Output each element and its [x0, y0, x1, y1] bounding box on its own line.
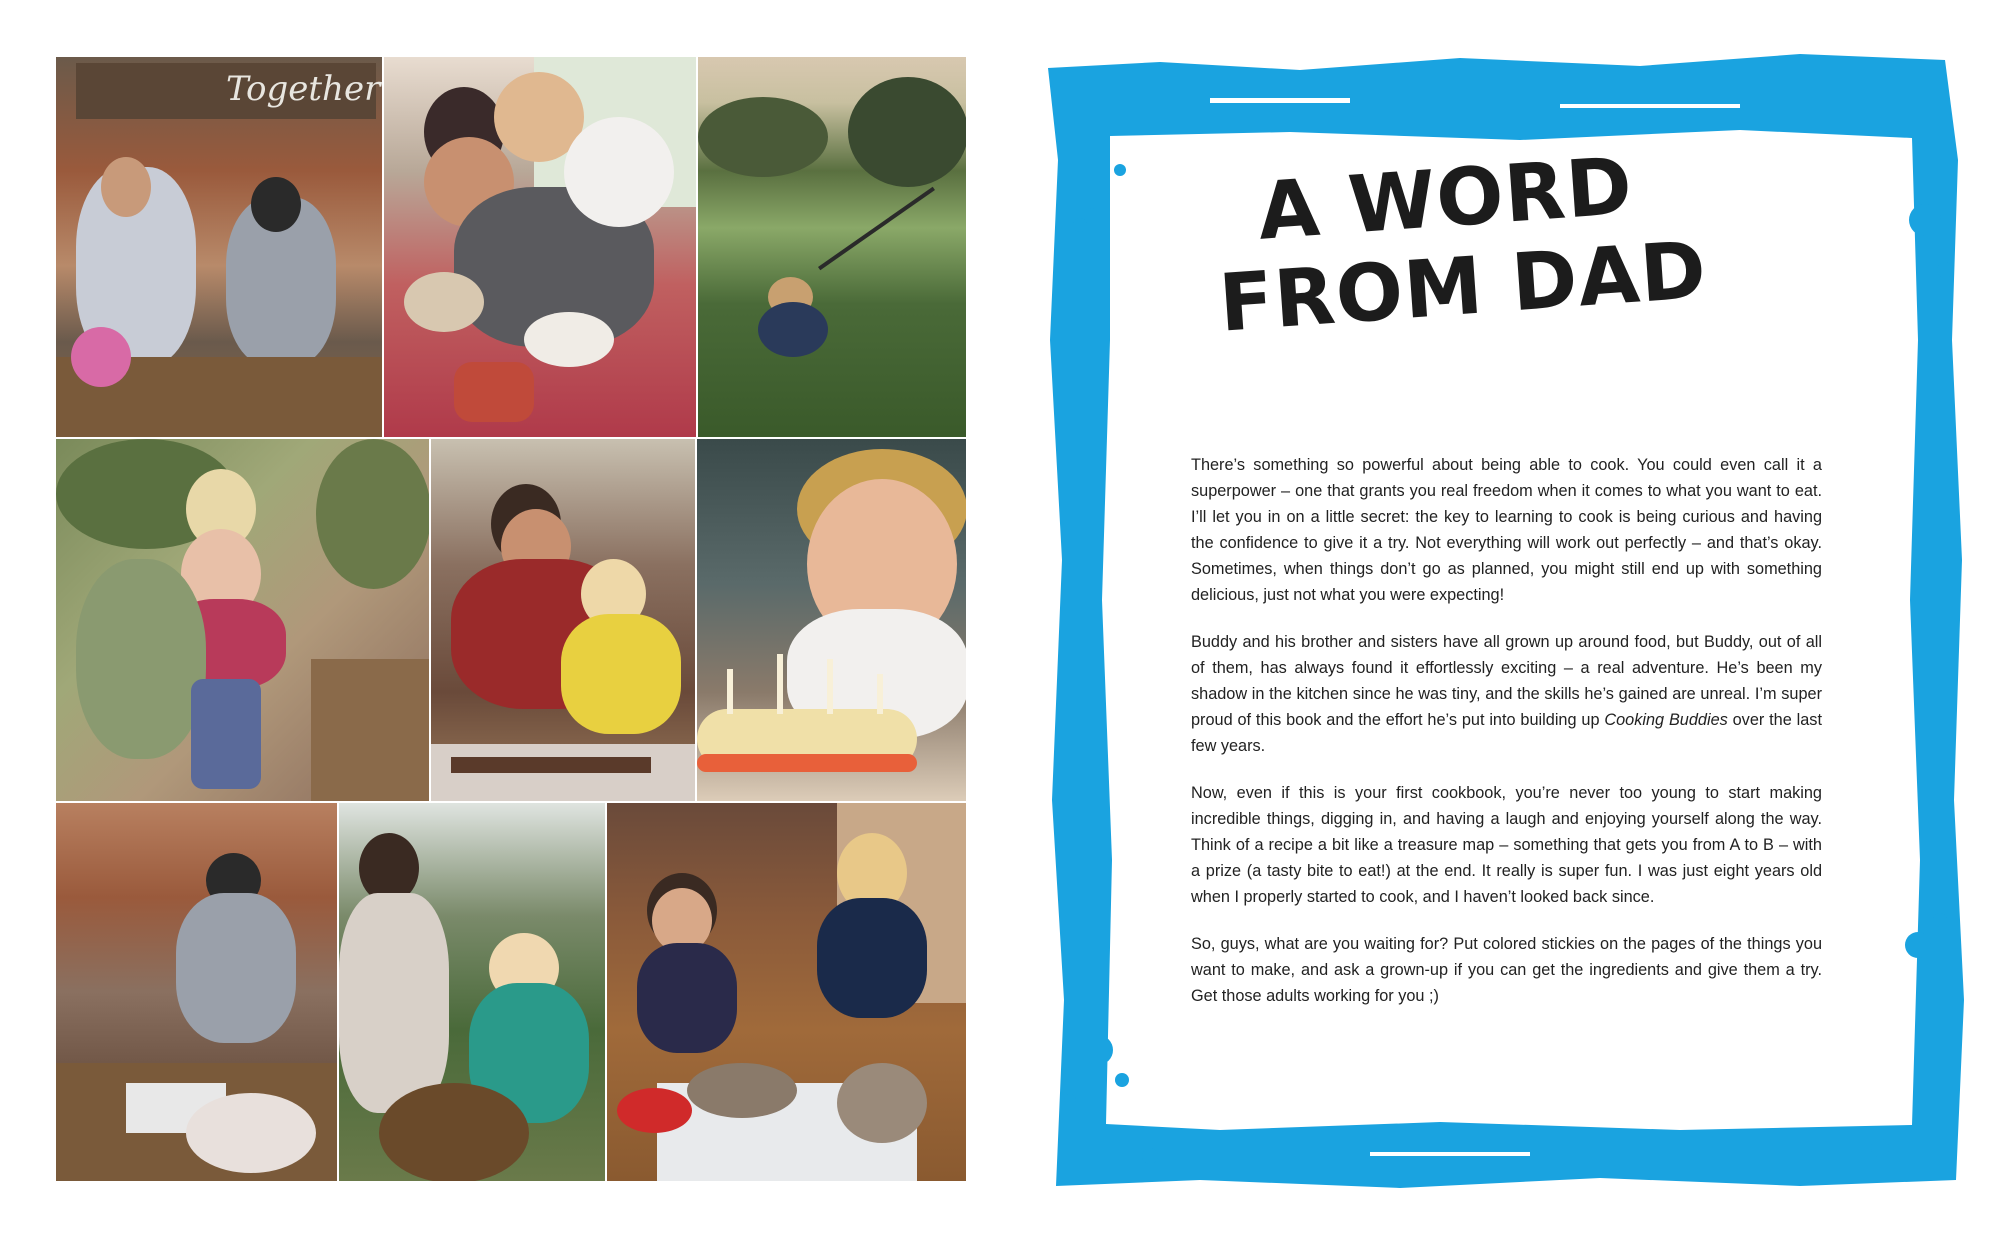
- photo-girl-with-rhubarb: [56, 439, 431, 803]
- photo-father-son-garden: [339, 803, 607, 1183]
- paragraph-2: [1191, 629, 1822, 759]
- photo-boy-cooking: [56, 803, 339, 1183]
- paragraph-4: So, guys, what are you waiting for? Put colored stickies on the pages of the things you want to make, and ask a grown-up if you can get the ingredients and give them a try. Get those adults working for you ;): [1191, 935, 1822, 1005]
- photo-collage: [56, 57, 968, 1183]
- photo-boy-birthday-cake: [697, 439, 968, 803]
- paragraph-3: Now, even if this is your first cookbook, you’re never too young to start making incredible things, digging in, and having a laugh and enjoying yourself along the way. Think of a recipe a bit like a treasure map – something that gets you from A to B – with a prize (a tasty bite to eat!) at the end. It really is super fun. I was just eight years old when I properly started to cook, and I haven’t looked back since.: [1191, 784, 1822, 906]
- photo-father-son-baking: [431, 439, 697, 803]
- book-title-emphasis: Cooking Buddies: [1604, 711, 1728, 729]
- sign-lettering: Together: [226, 69, 381, 109]
- photo-kids-with-fish: [607, 803, 968, 1183]
- paragraph-2-start: Buddy and his brother and sisters have all grown up around food, but Buddy, out of all of them, has always found it effortlessly exciting – a real adventure. He’s been my shadow in the kitchen since he was tiny, and the skills he’s gained are unreal. I’m super proud of this book and the effort he’s put into building up: [1191, 633, 1822, 729]
- photo-boy-in-field: [698, 57, 968, 439]
- photo-kitchen-father-son: [56, 57, 384, 439]
- page-title: [1216, 131, 1796, 350]
- paragraph-1: There’s something so powerful about being able to cook. You could even call it a superpower – one that grants you real freedom when it comes to what you want to eat. I’ll let you in on a little secret: the key to learning to cook is being curious and having the confidence to give it a try. Not everything will work out perfectly – and that’s okay. Sometimes, when things don’t go as planned, you might still end up with something delicious, just not what you were expecting!: [1191, 456, 1822, 604]
- photo-father-daughter-waffles: [384, 57, 698, 439]
- title-line-2: FROM DAD: [1216, 224, 1710, 350]
- paragraph-2-end: over the last few years.: [1191, 711, 1822, 755]
- body-text: [1191, 452, 1822, 1030]
- title-line-1: A WORD: [1254, 139, 1636, 258]
